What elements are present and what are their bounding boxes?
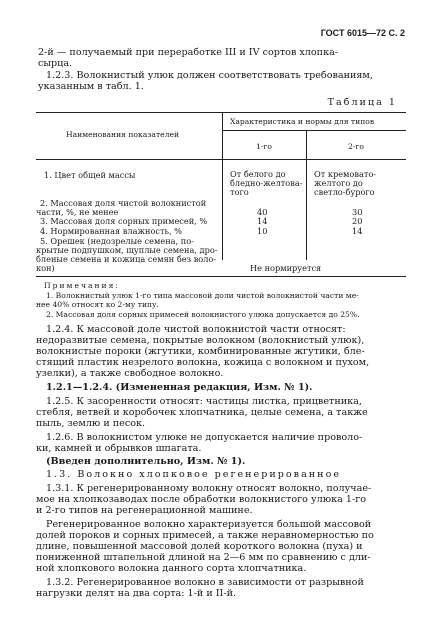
row1-type1-l3: того (230, 187, 249, 197)
row1-type2-l1: От кремовато- (314, 169, 377, 179)
table-header-name: Наименования показателей (66, 130, 180, 139)
row1-type1-l2: бледно-желтова- (230, 178, 303, 188)
row1-type1-l1: От белого до (230, 169, 286, 179)
table-header-type1: 1-го (256, 142, 272, 151)
p124-l2: недоразвитые семена, покрытые волокном (волокнистый улюк), (36, 335, 365, 346)
table-header-group: Характеристика и нормы для типов (230, 117, 375, 126)
p131-l1: 1.3.1. К регенерированному волокну относят волокно, получае- (46, 483, 372, 494)
row4-type1: 10 (257, 226, 268, 236)
table-header-rule (36, 159, 406, 160)
section-1-3-title: 1.3. Волокно хлопковое регенерированное (46, 469, 342, 480)
row5-name-l4: кон) (36, 263, 55, 273)
row5-value: Не нормируется (250, 263, 322, 273)
row1-type2-l3: светло-бурого (314, 187, 375, 197)
table-caption: Таблица 1 (327, 97, 397, 108)
regen-l5: ной хлопкового волокна данного сорта хлопчатника. (36, 563, 307, 574)
table-vline-1 (222, 112, 223, 260)
row3-name: 3. Массовая доля сорных примесей, % (40, 216, 208, 226)
regen-l1: Регенерированное волокно характеризуется большой массовой (46, 519, 372, 530)
p124-l1: 1.2.4. К массовой доле чистой волокнистой части относят: (46, 324, 346, 335)
p132-l2: нагрузки делят на два сорта: 1-й и II-й. (36, 588, 237, 599)
intro-line-4: указанным в табл. 1. (38, 81, 144, 92)
p125-l3: пыль, землю и песок. (36, 418, 146, 429)
p124-l5: узелки), а также свободное волокно. (36, 368, 224, 379)
regen-l3: длине, повышенной массовой долей короткого волокна (пуха) и (36, 541, 363, 552)
p132-l1: 1.3.2. Регенерированное волокно в зависимости от разрывной (46, 577, 364, 588)
row3-type1: 14 (257, 216, 268, 226)
row4-name: 4. Нормированная влажность, % (40, 226, 182, 236)
row5-name-l3: бленые семена и кожица семян без воло- (36, 254, 217, 264)
table-top-rule (36, 112, 406, 113)
row1-type2-l2: желтого до (314, 178, 363, 188)
p125-l2: стебля, ветвей и коробочек хлопчатника, целые семена, а также (36, 407, 368, 418)
page-header: ГОСТ 6015—72 С. 2 (320, 28, 405, 38)
note-2: 2. Массовая доля сорных примесей волокнистого улюка допускается до 25%. (46, 310, 360, 319)
amendment-1: 1.2.1—1.2.4. (Измененная редакция, Изм. № 1). (46, 382, 313, 393)
p126-l2: ки, камней и обрывков шпагата. (36, 443, 202, 454)
intro-line-2: сырца. (38, 58, 73, 69)
row5-name-l1: 5. Орешек (недозрелые семена, по- (40, 236, 194, 246)
row2-type2: 30 (352, 207, 363, 217)
row2-name-l2: части, %, не менее (36, 207, 119, 217)
regen-l2: долей пороков и сорных примесей, а также неравномерностью по (36, 530, 374, 541)
p124-l3: волокнистые пороки (жгутики, комбинированные жгутики, бле- (36, 346, 365, 357)
intro-line-3: 1.2.3. Волокнистый улюк должен соответствовать требованиям, (46, 70, 373, 81)
p131-l3: и 2-го типов на регенерационной машине. (36, 505, 253, 516)
intro-line-1: 2-й — получаемый при переработке III и IV сортов хлопка- (38, 47, 339, 58)
row5-name-l2: крытые подпушком, щуплые семена, дро- (36, 245, 218, 255)
table-header-type2: 2-го (348, 142, 364, 151)
note-1-l2: нее 40% относят ко 2-му типу. (36, 300, 159, 309)
regen-l4: пониженной штапельной длиной на 2—6 мм по сравнению с дли- (36, 552, 371, 563)
row3-type2: 20 (352, 216, 363, 226)
amendment-2: (Введен дополнительно, Изм. № 1). (46, 456, 246, 467)
notes-title: Примечания: (44, 281, 120, 290)
p131-l2: мое на хлопкозаводах после обработки волокнистого улюка 1-го (36, 494, 367, 505)
row4-type2: 14 (352, 226, 363, 236)
row1-name: 1. Цвет общей массы (44, 170, 136, 180)
table-vline-2 (306, 130, 307, 260)
p126-l1: 1.2.6. В волокнистом улюке не допускается наличие проволо- (46, 432, 363, 443)
table-bottom-rule (36, 276, 406, 277)
p125-l1: 1.2.5. К засоренности относят: частицы листка, прицветника, (46, 396, 362, 407)
table-group-rule (222, 130, 406, 131)
row2-name-l1: 2. Массовая доля чистой волокнистой (40, 198, 207, 208)
p124-l4: стящий пластик незрелого волокна, кожица с волокном и пухом, (36, 357, 370, 368)
row2-type1: 40 (257, 207, 268, 217)
note-1-l1: 1. Волокнистый улюк 1-го типа массовой доли чистой волокнистой части ме- (46, 291, 359, 300)
